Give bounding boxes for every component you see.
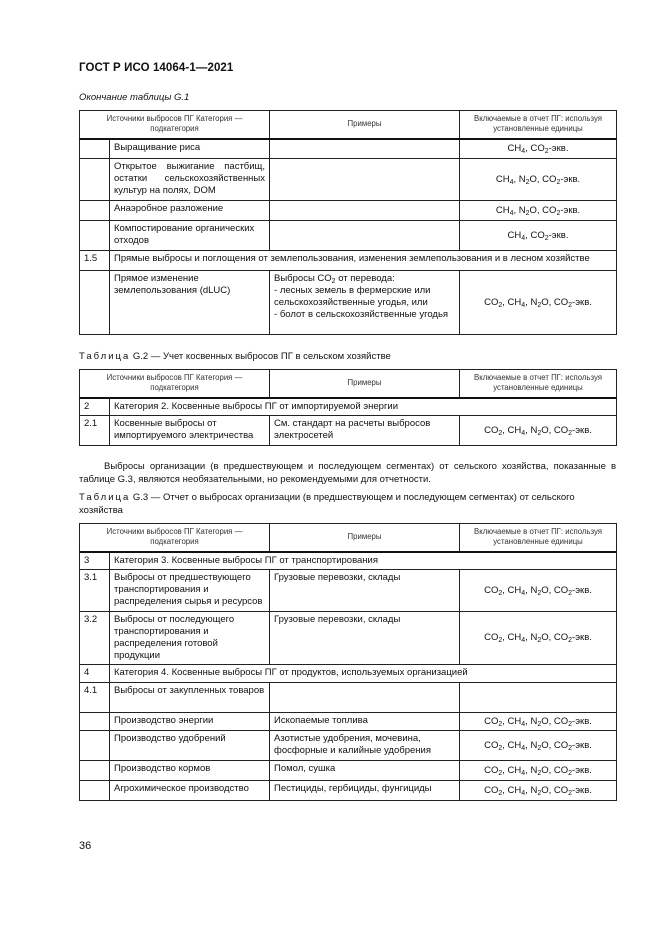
source-cell: Выращивание риса — [110, 139, 270, 159]
source-cell: Компостирование органических отходов — [110, 221, 270, 251]
row-number: 4.1 — [80, 683, 110, 713]
body-paragraph: Выбросы организации (в предшествующем и последующем сегментах) от сельского хозяйства, показанные в таблице G.3, являются необязательными, но рекомендуемыми для отчетности. — [79, 461, 616, 485]
gas-cell: $CH_4$, $N_2O$, $CO_2$-экв. — [460, 201, 617, 221]
source-cell: Выбросы от закупленных товаров — [110, 683, 270, 713]
table-row — [80, 731, 617, 761]
example-cell: Помол, сушка — [270, 761, 460, 781]
gas-cell: $CO_2$, $CH_4$, $N_2O$, $CO_2$-экв. — [460, 416, 617, 446]
category-number: 1.5 — [80, 251, 110, 271]
col-header-examples: Примеры — [270, 370, 460, 398]
example-cell — [270, 271, 460, 335]
category-row — [80, 251, 617, 271]
category-number: 3 — [80, 552, 110, 570]
table-g2 — [79, 369, 617, 446]
example-cell: Ископаемые топлива — [270, 713, 460, 731]
col-header-source: Источники выбросов ПГ Категория — подкатегория — [80, 111, 270, 139]
category-number: 4 — [80, 665, 110, 683]
caption-label: Таблица — [79, 351, 131, 362]
table-row — [80, 159, 617, 201]
source-cell: Выбросы от последующего транспортирования и распределения готовой продукции — [110, 612, 270, 665]
gas-cell: $CO_2$, $CH_4$, $N_2O$, $CO_2$-экв. — [460, 713, 617, 731]
table-row — [80, 271, 617, 335]
caption-label: Таблица — [79, 492, 131, 503]
example-cell: Грузовые перевозки, склады — [270, 612, 460, 665]
row-number: 3.1 — [80, 570, 110, 612]
example-intro: Выбросы $CO_2$ от перевода: — [274, 273, 395, 285]
table-row — [80, 201, 617, 221]
caption-text: G.2 — Учет косвенных выбросов ПГ в сельском хозяйстве — [132, 351, 391, 362]
table-g2-caption — [79, 351, 391, 362]
gas-cell: $CO_2$, $CH_4$, $N_2O$, $CO_2$-экв. — [460, 761, 617, 781]
source-cell: Анаэробное разложение — [110, 201, 270, 221]
source-cell: Косвенные выбросы от импортируемого электричества — [110, 416, 270, 446]
gas-cell: $CO_2$, $CH_4$, $N_2O$, $CO_2$-экв. — [460, 781, 617, 801]
gas-cell: $CH_4$, $CO_2$-экв. — [460, 139, 617, 159]
col-header-gases: Включаемые в отчет ПГ: используя установленные единицы — [460, 524, 617, 552]
table-g1 — [79, 110, 617, 335]
gas-cell: $CO_2$, $CH_4$, $N_2O$, $CO_2$-экв. — [460, 570, 617, 612]
table-row — [80, 781, 617, 801]
table-row — [80, 761, 617, 781]
category-row — [80, 665, 617, 683]
example-cell: Пестициды, гербициды, фунгициды — [270, 781, 460, 801]
source-cell: Выбросы от предшествующего транспортирования и распределения сырья и ресурсов — [110, 570, 270, 612]
gas-cell: $CH_4$, $N_2O$, $CO_2$-экв. — [460, 159, 617, 201]
category-label: Категория 3. Косвенные выбросы ПГ от транспортирования — [110, 552, 617, 570]
col-header-source: Источники выбросов ПГ Категория — подкатегория — [80, 524, 270, 552]
table-g3-caption — [79, 492, 616, 517]
example-cell: Азотистые удобрения, мочевина, фосфорные и калийные удобрения — [270, 731, 460, 761]
category-label: Категория 2. Косвенные выбросы ПГ от импортируемой энергии — [110, 398, 617, 416]
table-row — [80, 221, 617, 251]
source-cell: Прямое изменение землепользования (dLUC) — [110, 271, 270, 335]
table-g3 — [79, 523, 617, 801]
gas-cell: $CO_2$, $CH_4$, $N_2O$, $CO_2$-экв. — [460, 731, 617, 761]
caption-text: G.3 — Отчет о выбросах организации (в предшествующем и последующем сегментах) от сельского хозяйства — [79, 492, 575, 516]
row-number: 2.1 — [80, 416, 110, 446]
table-row — [80, 683, 617, 713]
col-header-examples: Примеры — [270, 524, 460, 552]
example-item: - болот в сельскохозяйственные угодья — [274, 309, 449, 320]
category-number: 2 — [80, 398, 110, 416]
row-number: 3.2 — [80, 612, 110, 665]
gas-cell: $CO_2$, $CH_4$, $N_2O$, $CO_2$-экв. — [460, 271, 617, 335]
document-header: ГОСТ Р ИСО 14064-1—2021 — [79, 62, 234, 74]
category-row — [80, 398, 617, 416]
table-row — [80, 713, 617, 731]
category-row — [80, 552, 617, 570]
source-cell: Агрохимическое производство — [110, 781, 270, 801]
table-row — [80, 612, 617, 665]
example-item: - лесных земель в фермерские или сельскохозяйственные угодья, или — [274, 285, 431, 308]
table-g1-caption: Окончание таблицы G.1 — [79, 92, 190, 103]
gas-cell: $CH_4$, $CO_2$-экв. — [460, 221, 617, 251]
col-header-gases: Включаемые в отчет ПГ: используя установленные единицы — [460, 111, 617, 139]
page-number: 36 — [79, 840, 92, 852]
table-row — [80, 570, 617, 612]
category-label: Категория 4. Косвенные выбросы ПГ от продуктов, используемых организацией — [110, 665, 617, 683]
source-cell: Производство кормов — [110, 761, 270, 781]
example-cell: Грузовые перевозки, склады — [270, 570, 460, 612]
category-label: Прямые выбросы и поглощения от землепользования, изменения землепользования и в лесном хозяйстве — [110, 251, 617, 271]
col-header-source: Источники выбросов ПГ Категория — подкатегория — [80, 370, 270, 398]
table-row — [80, 139, 617, 159]
gas-cell: $CO_2$, $CH_4$, $N_2O$, $CO_2$-экв. — [460, 612, 617, 665]
col-header-gases: Включаемые в отчет ПГ: используя установленные единицы — [460, 370, 617, 398]
source-cell: Производство энергии — [110, 713, 270, 731]
col-header-examples: Примеры — [270, 111, 460, 139]
source-cell: Производство удобрений — [110, 731, 270, 761]
example-cell: См. стандарт на расчеты выбросов электросетей — [270, 416, 460, 446]
source-cell: Открытое выжигание пастбищ, остатки сельскохозяйственных культур на полях, DOM — [110, 159, 270, 201]
table-row — [80, 416, 617, 446]
